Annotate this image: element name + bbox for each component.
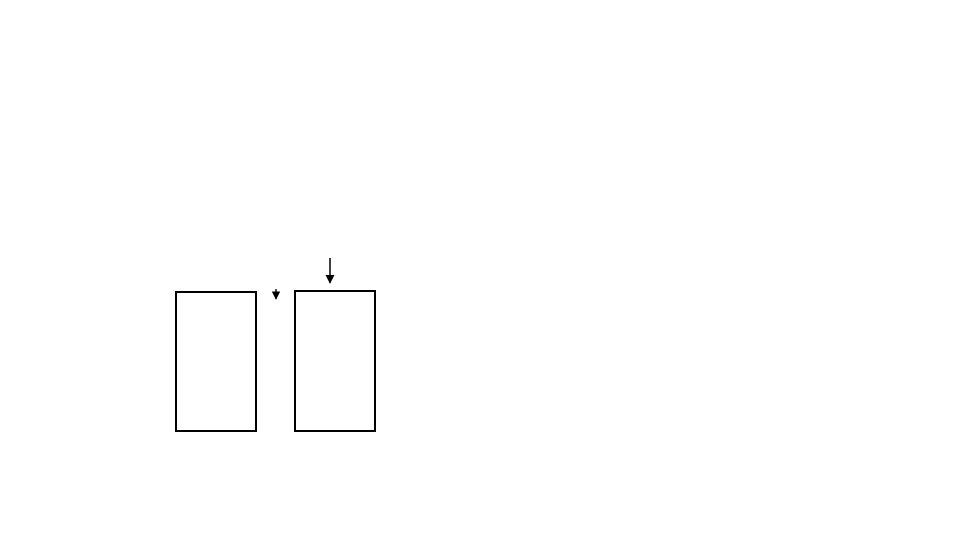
decoder-box (176, 292, 256, 431)
led-display-box (295, 291, 375, 431)
